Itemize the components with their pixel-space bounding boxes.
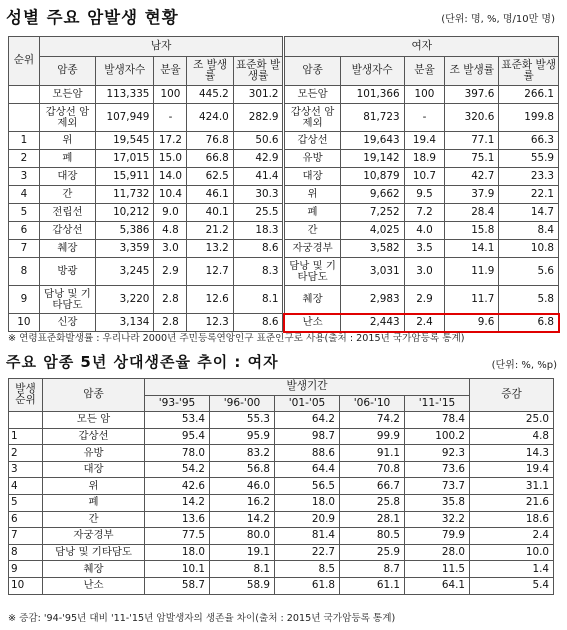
female-site-cell: 간 xyxy=(284,222,340,240)
survival-value-cell: 92.3 xyxy=(405,445,470,462)
survival-value-cell: 58.9 xyxy=(210,577,275,594)
female-share-cell: 10.7 xyxy=(404,168,445,186)
male-share-cell: 2.9 xyxy=(154,258,187,286)
survival-value-cell: 32.2 xyxy=(405,511,470,528)
survival-value-cell: 64.1 xyxy=(405,577,470,594)
survival-value-cell: 91.1 xyxy=(340,445,405,462)
female-count-header: 발생자수 xyxy=(340,57,404,86)
table-row xyxy=(9,445,554,462)
period-5-header: '11-'15 xyxy=(405,396,470,412)
survival-rank-cell: 2 xyxy=(9,445,43,462)
female-share-cell: - xyxy=(404,104,445,132)
table-row xyxy=(9,428,554,445)
female-site-cell: 모든암 xyxy=(284,86,340,104)
female-asr-cell: 22.1 xyxy=(499,186,559,204)
survival-change-cell: 19.4 xyxy=(470,461,554,478)
female-count-cell: 81,723 xyxy=(340,104,404,132)
survival-value-cell: 73.7 xyxy=(405,478,470,495)
female-share-cell: 2.9 xyxy=(404,286,445,314)
female-share-cell: 7.2 xyxy=(404,204,445,222)
table-row xyxy=(9,412,554,429)
male-crude-cell: 424.0 xyxy=(187,104,233,132)
male-share-cell: 17.2 xyxy=(154,132,187,150)
survival-value-cell: 95.9 xyxy=(210,428,275,445)
female-crude-cell: 11.7 xyxy=(445,286,499,314)
rank-cell: 7 xyxy=(9,240,40,258)
survival-rank-cell xyxy=(9,412,43,429)
period-header: 발생기간 xyxy=(145,379,470,396)
survival-value-cell: 56.5 xyxy=(275,478,340,495)
male-share-header: 분율 xyxy=(154,57,187,86)
male-site-cell: 위 xyxy=(39,132,95,150)
table-row xyxy=(9,222,559,240)
period-4-header: '06-'10 xyxy=(340,396,405,412)
male-crude-cell: 76.8 xyxy=(187,132,233,150)
survival-value-cell: 64.4 xyxy=(275,461,340,478)
male-asr-cell: 25.5 xyxy=(233,204,284,222)
male-asr-cell: 301.2 xyxy=(233,86,284,104)
female-crude-cell: 28.4 xyxy=(445,204,499,222)
female-count-cell: 2,443 xyxy=(340,314,404,332)
survival-site-cell: 폐 xyxy=(43,494,145,511)
rank-cell: 6 xyxy=(9,222,40,240)
male-site-cell: 갑상선 xyxy=(39,222,95,240)
survival-value-cell: 13.6 xyxy=(145,511,210,528)
survival-value-cell: 25.9 xyxy=(340,544,405,561)
incidence-table-title: 성별 주요 암발생 현황 xyxy=(6,8,179,27)
male-asr-cell: 8.6 xyxy=(233,314,284,332)
survival-change-cell: 31.1 xyxy=(470,478,554,495)
table-row xyxy=(9,286,559,314)
male-asr-cell: 50.6 xyxy=(233,132,284,150)
female-share-cell: 100 xyxy=(404,86,445,104)
male-count-cell: 17,015 xyxy=(96,150,154,168)
survival-value-cell: 22.7 xyxy=(275,544,340,561)
survival-change-cell: 14.3 xyxy=(470,445,554,462)
table-row xyxy=(9,577,554,594)
male-asr-cell: 18.3 xyxy=(233,222,284,240)
survival-value-cell: 14.2 xyxy=(210,511,275,528)
table-row xyxy=(9,258,559,286)
survival-value-cell: 61.1 xyxy=(340,577,405,594)
survival-value-cell: 78.4 xyxy=(405,412,470,429)
survival-table-title: 주요 암종 5년 상대생존율 추이 : 여자 xyxy=(6,353,279,371)
female-site-cell: 위 xyxy=(284,186,340,204)
survival-site-header: 암종 xyxy=(43,379,145,412)
male-crude-cell: 66.8 xyxy=(187,150,233,168)
female-crude-cell: 42.7 xyxy=(445,168,499,186)
survival-value-cell: 58.7 xyxy=(145,577,210,594)
survival-value-cell: 100.2 xyxy=(405,428,470,445)
male-crude-header: 조 발생률 xyxy=(187,57,233,86)
rank-cell: 8 xyxy=(9,258,40,286)
female-crude-header: 조 발생률 xyxy=(445,57,499,86)
survival-table-unit: (단위: %, %p) xyxy=(491,360,557,371)
female-crude-cell: 37.9 xyxy=(445,186,499,204)
survival-site-cell: 자궁경부 xyxy=(43,528,145,545)
survival-rank-cell: 8 xyxy=(9,544,43,561)
female-asr-cell: 55.9 xyxy=(499,150,559,168)
survival-change-cell: 10.0 xyxy=(470,544,554,561)
male-count-cell: 113,335 xyxy=(96,86,154,104)
male-share-cell: 2.8 xyxy=(154,286,187,314)
survival-table xyxy=(8,378,554,595)
rank-header: 순위 xyxy=(9,37,40,86)
female-site-cell: 유방 xyxy=(284,150,340,168)
survival-value-cell: 55.3 xyxy=(210,412,275,429)
survival-value-cell: 19.1 xyxy=(210,544,275,561)
male-count-cell: 3,220 xyxy=(96,286,154,314)
survival-site-cell: 모든 암 xyxy=(43,412,145,429)
male-site-cell: 방광 xyxy=(39,258,95,286)
male-count-cell: 11,732 xyxy=(96,186,154,204)
male-asr-cell: 42.9 xyxy=(233,150,284,168)
male-share-cell: 3.0 xyxy=(154,240,187,258)
rank-cell xyxy=(9,86,40,104)
table-row xyxy=(9,478,554,495)
table-row xyxy=(9,86,559,104)
male-share-cell: 10.4 xyxy=(154,186,187,204)
survival-value-cell: 61.8 xyxy=(275,577,340,594)
male-site-header: 암종 xyxy=(39,57,95,86)
female-share-cell: 9.5 xyxy=(404,186,445,204)
female-share-cell: 4.0 xyxy=(404,222,445,240)
female-count-cell: 3,582 xyxy=(340,240,404,258)
male-asr-cell: 282.9 xyxy=(233,104,284,132)
male-count-cell: 107,949 xyxy=(96,104,154,132)
incidence-table-unit: (단위: 명, %, 명/10만 명) xyxy=(441,14,555,25)
male-count-cell: 19,545 xyxy=(96,132,154,150)
survival-value-cell: 46.0 xyxy=(210,478,275,495)
male-crude-cell: 40.1 xyxy=(187,204,233,222)
survival-rank-cell: 7 xyxy=(9,528,43,545)
period-1-header: '93-'95 xyxy=(145,396,210,412)
table-row xyxy=(9,528,554,545)
female-asr-cell: 6.8 xyxy=(499,314,559,332)
survival-change-cell: 4.8 xyxy=(470,428,554,445)
survival-site-cell: 난소 xyxy=(43,577,145,594)
female-site-cell: 폐 xyxy=(284,204,340,222)
survival-value-cell: 35.8 xyxy=(405,494,470,511)
female-site-cell: 갑상선 암 제외 xyxy=(284,104,340,132)
survival-value-cell: 83.2 xyxy=(210,445,275,462)
male-share-cell: 9.0 xyxy=(154,204,187,222)
male-site-cell: 폐 xyxy=(39,150,95,168)
female-site-header: 암종 xyxy=(284,57,340,86)
table-row xyxy=(9,494,554,511)
table-row xyxy=(9,561,554,578)
male-count-cell: 3,245 xyxy=(96,258,154,286)
female-asr-cell: 5.6 xyxy=(499,258,559,286)
male-site-cell: 대장 xyxy=(39,168,95,186)
incidence-note: ※ 연령표준화발생률 : 우리나라 2000년 주민등록연앙인구 표준인구로 사용(출처 : 2015년 국가암등록 통계) xyxy=(8,333,465,344)
rank-cell: 3 xyxy=(9,168,40,186)
female-header: 여자 xyxy=(284,37,559,57)
survival-value-cell: 20.9 xyxy=(275,511,340,528)
survival-change-cell: 2.4 xyxy=(470,528,554,545)
male-crude-cell: 445.2 xyxy=(187,86,233,104)
female-share-cell: 19.4 xyxy=(404,132,445,150)
female-site-cell: 자궁경부 xyxy=(284,240,340,258)
survival-value-cell: 80.0 xyxy=(210,528,275,545)
rank-cell: 9 xyxy=(9,286,40,314)
female-asr-header: 표준화 발생률 xyxy=(499,57,559,86)
male-asr-cell: 8.6 xyxy=(233,240,284,258)
rank-cell: 4 xyxy=(9,186,40,204)
survival-site-cell: 갑상선 xyxy=(43,428,145,445)
female-asr-cell: 266.1 xyxy=(499,86,559,104)
table-row xyxy=(9,544,554,561)
survival-value-cell: 8.7 xyxy=(340,561,405,578)
survival-rank-cell: 10 xyxy=(9,577,43,594)
table-row xyxy=(9,204,559,222)
female-share-cell: 18.9 xyxy=(404,150,445,168)
male-crude-cell: 13.2 xyxy=(187,240,233,258)
male-count-cell: 3,359 xyxy=(96,240,154,258)
survival-site-cell: 대장 xyxy=(43,461,145,478)
survival-value-cell: 80.5 xyxy=(340,528,405,545)
male-share-cell: 2.8 xyxy=(154,314,187,332)
female-crude-cell: 75.1 xyxy=(445,150,499,168)
survival-value-cell: 8.1 xyxy=(210,561,275,578)
male-crude-cell: 12.6 xyxy=(187,286,233,314)
survival-value-cell: 88.6 xyxy=(275,445,340,462)
female-site-cell: 대장 xyxy=(284,168,340,186)
male-asr-cell: 30.3 xyxy=(233,186,284,204)
survival-value-cell: 98.7 xyxy=(275,428,340,445)
survival-value-cell: 18.0 xyxy=(145,544,210,561)
male-site-cell: 전립선 xyxy=(39,204,95,222)
female-share-cell: 3.0 xyxy=(404,258,445,286)
female-asr-cell: 23.3 xyxy=(499,168,559,186)
survival-value-cell: 78.0 xyxy=(145,445,210,462)
survival-value-cell: 14.2 xyxy=(145,494,210,511)
survival-value-cell: 42.6 xyxy=(145,478,210,495)
female-asr-cell: 199.8 xyxy=(499,104,559,132)
survival-value-cell: 79.9 xyxy=(405,528,470,545)
male-site-cell: 모든암 xyxy=(39,86,95,104)
survival-value-cell: 74.2 xyxy=(340,412,405,429)
survival-value-cell: 53.4 xyxy=(145,412,210,429)
female-site-cell: 난소 xyxy=(284,314,340,332)
survival-value-cell: 56.8 xyxy=(210,461,275,478)
survival-rank-header: 발생 순위 xyxy=(9,379,43,412)
survival-value-cell: 66.7 xyxy=(340,478,405,495)
table-row xyxy=(9,461,554,478)
survival-change-cell: 5.4 xyxy=(470,577,554,594)
male-asr-cell: 8.3 xyxy=(233,258,284,286)
survival-value-cell: 64.2 xyxy=(275,412,340,429)
change-header: 증감 xyxy=(470,379,554,412)
female-count-cell: 19,142 xyxy=(340,150,404,168)
female-share-header: 분율 xyxy=(404,57,445,86)
survival-value-cell: 16.2 xyxy=(210,494,275,511)
survival-note: ※ 증감: '94-'95년 대비 '11-'15년 암발생자의 생존율 차이(출처 : 2015년 국가암등록 통계) xyxy=(8,613,396,624)
male-share-cell: 14.0 xyxy=(154,168,187,186)
male-count-cell: 10,212 xyxy=(96,204,154,222)
male-crude-cell: 46.1 xyxy=(187,186,233,204)
period-3-header: '01-'05 xyxy=(275,396,340,412)
female-count-cell: 101,366 xyxy=(340,86,404,104)
table-row xyxy=(9,240,559,258)
survival-rank-cell: 6 xyxy=(9,511,43,528)
survival-site-cell: 췌장 xyxy=(43,561,145,578)
male-crude-cell: 62.5 xyxy=(187,168,233,186)
survival-value-cell: 54.2 xyxy=(145,461,210,478)
table-row xyxy=(9,186,559,204)
female-count-cell: 10,879 xyxy=(340,168,404,186)
female-count-cell: 7,252 xyxy=(340,204,404,222)
female-count-cell: 4,025 xyxy=(340,222,404,240)
survival-site-cell: 담낭 및 기타담도 xyxy=(43,544,145,561)
survival-site-cell: 간 xyxy=(43,511,145,528)
survival-value-cell: 10.1 xyxy=(145,561,210,578)
female-asr-cell: 14.7 xyxy=(499,204,559,222)
male-count-cell: 3,134 xyxy=(96,314,154,332)
survival-value-cell: 81.4 xyxy=(275,528,340,545)
female-site-cell: 췌장 xyxy=(284,286,340,314)
rank-cell: 10 xyxy=(9,314,40,332)
survival-change-cell: 25.0 xyxy=(470,412,554,429)
survival-site-cell: 유방 xyxy=(43,445,145,462)
survival-value-cell: 18.0 xyxy=(275,494,340,511)
male-site-cell: 간 xyxy=(39,186,95,204)
survival-rank-cell: 9 xyxy=(9,561,43,578)
survival-value-cell: 11.5 xyxy=(405,561,470,578)
survival-value-cell: 77.5 xyxy=(145,528,210,545)
female-crude-cell: 77.1 xyxy=(445,132,499,150)
female-site-cell: 갑상선 xyxy=(284,132,340,150)
female-count-cell: 2,983 xyxy=(340,286,404,314)
table-row xyxy=(9,104,559,132)
male-share-cell: 4.8 xyxy=(154,222,187,240)
male-share-cell: 15.0 xyxy=(154,150,187,168)
female-asr-cell: 8.4 xyxy=(499,222,559,240)
incidence-table xyxy=(8,36,559,332)
female-crude-cell: 14.1 xyxy=(445,240,499,258)
female-crude-cell: 9.6 xyxy=(445,314,499,332)
male-site-cell: 췌장 xyxy=(39,240,95,258)
female-share-cell: 3.5 xyxy=(404,240,445,258)
table-row xyxy=(9,132,559,150)
female-share-cell: 2.4 xyxy=(404,314,445,332)
male-crude-cell: 12.3 xyxy=(187,314,233,332)
rank-cell: 1 xyxy=(9,132,40,150)
survival-value-cell: 95.4 xyxy=(145,428,210,445)
male-site-cell: 갑상선 암 제외 xyxy=(39,104,95,132)
survival-rank-cell: 1 xyxy=(9,428,43,445)
survival-value-cell: 25.8 xyxy=(340,494,405,511)
survival-change-cell: 18.6 xyxy=(470,511,554,528)
survival-site-cell: 위 xyxy=(43,478,145,495)
male-asr-cell: 41.4 xyxy=(233,168,284,186)
female-count-cell: 19,643 xyxy=(340,132,404,150)
male-site-cell: 담낭 및 기타담도 xyxy=(39,286,95,314)
female-count-cell: 3,031 xyxy=(340,258,404,286)
survival-value-cell: 8.5 xyxy=(275,561,340,578)
male-count-cell: 5,386 xyxy=(96,222,154,240)
survival-value-cell: 99.9 xyxy=(340,428,405,445)
table-row xyxy=(9,168,559,186)
female-crude-cell: 397.6 xyxy=(445,86,499,104)
female-asr-cell: 10.8 xyxy=(499,240,559,258)
survival-value-cell: 28.1 xyxy=(340,511,405,528)
male-site-cell: 신장 xyxy=(39,314,95,332)
survival-value-cell: 28.0 xyxy=(405,544,470,561)
rank-cell xyxy=(9,104,40,132)
rank-cell: 2 xyxy=(9,150,40,168)
female-crude-cell: 15.8 xyxy=(445,222,499,240)
table-row xyxy=(9,150,559,168)
period-2-header: '96-'00 xyxy=(210,396,275,412)
male-crude-cell: 12.7 xyxy=(187,258,233,286)
survival-rank-cell: 5 xyxy=(9,494,43,511)
female-crude-cell: 320.6 xyxy=(445,104,499,132)
female-asr-cell: 66.3 xyxy=(499,132,559,150)
male-count-header: 발생자수 xyxy=(96,57,154,86)
male-header: 남자 xyxy=(39,37,284,57)
male-count-cell: 15,911 xyxy=(96,168,154,186)
female-count-cell: 9,662 xyxy=(340,186,404,204)
survival-rank-cell: 3 xyxy=(9,461,43,478)
rank-cell: 5 xyxy=(9,204,40,222)
male-asr-header: 표준화 발생률 xyxy=(233,57,284,86)
survival-rank-cell: 4 xyxy=(9,478,43,495)
table-row xyxy=(9,314,559,332)
male-crude-cell: 21.2 xyxy=(187,222,233,240)
male-asr-cell: 8.1 xyxy=(233,286,284,314)
table-row xyxy=(9,511,554,528)
female-asr-cell: 5.8 xyxy=(499,286,559,314)
female-site-cell: 담낭 및 기타담도 xyxy=(284,258,340,286)
survival-change-cell: 21.6 xyxy=(470,494,554,511)
survival-value-cell: 70.8 xyxy=(340,461,405,478)
female-crude-cell: 11.9 xyxy=(445,258,499,286)
male-share-cell: 100 xyxy=(154,86,187,104)
survival-value-cell: 73.6 xyxy=(405,461,470,478)
male-share-cell: - xyxy=(154,104,187,132)
survival-change-cell: 1.4 xyxy=(470,561,554,578)
